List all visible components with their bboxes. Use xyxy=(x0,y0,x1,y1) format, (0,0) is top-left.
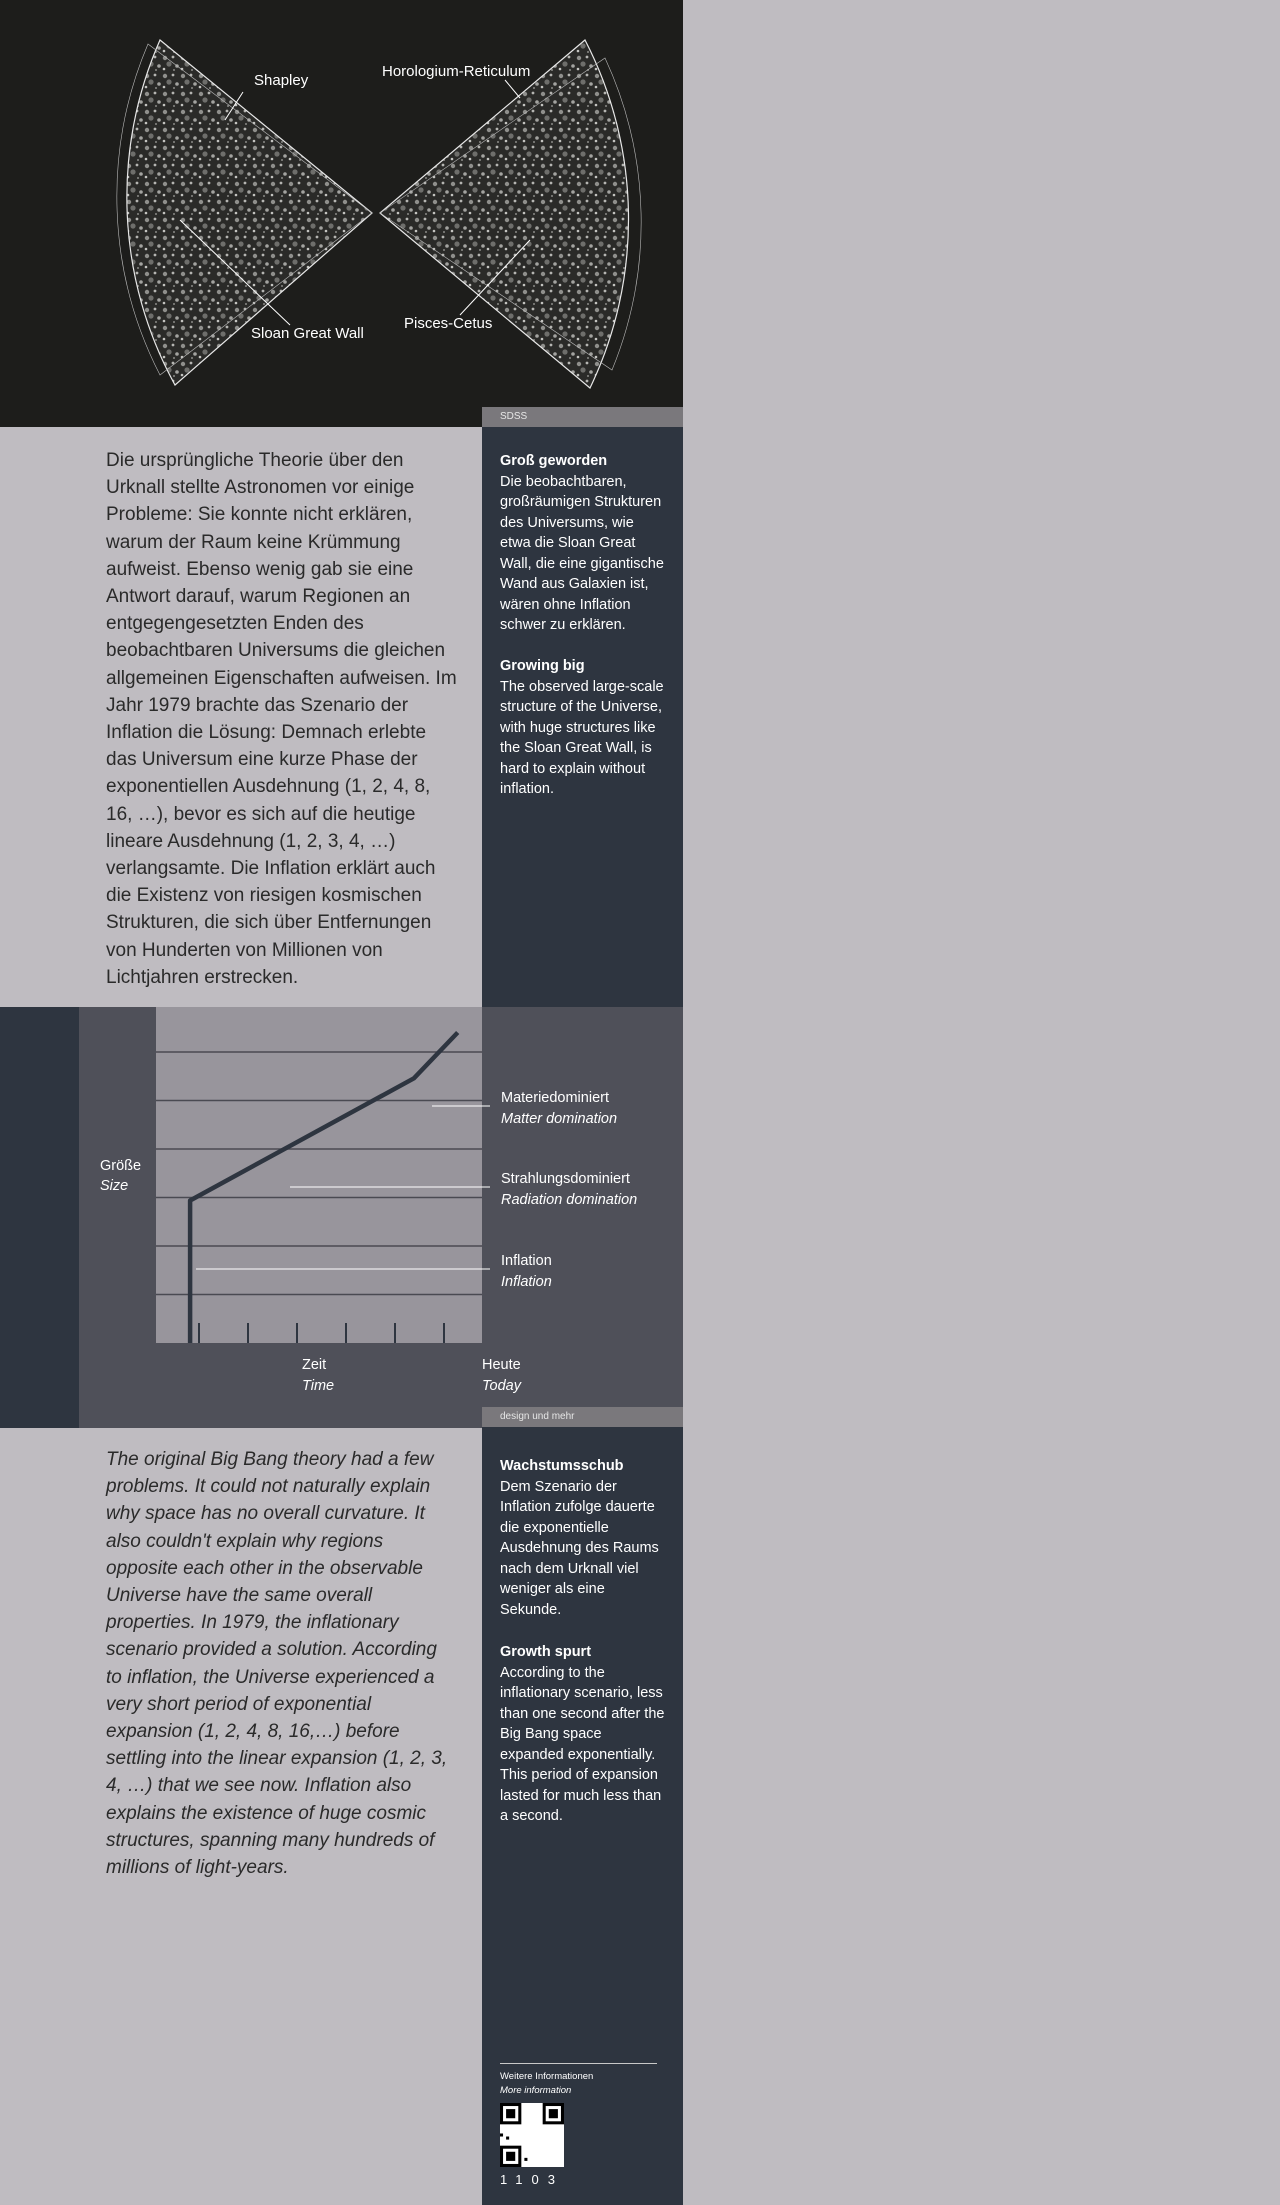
annotation-inflation-de: Inflation xyxy=(501,1253,552,1269)
sidebar-2-german xyxy=(500,1456,665,1620)
sidebar-1-german xyxy=(500,451,665,636)
image-credit: SDSS xyxy=(482,407,683,427)
body-text-german: Die ursprüngliche Theorie über den Urknall stellte Astronomen vor einige Probleme: Sie konnte nicht erklären, warum der Raum keine Krümmung aufweist. Ebenso wenig gab sie eine Antwort darauf, warum Regionen an entgegengesetzten Enden des beobachtbaren Universums die gleichen allgemeinen Eigenschaften aufweisen. Im Jahr 1979 brachte das Szenario der Inflation die Lösung: Demnach erlebte das Universum eine kurze Phase der exponentiellen Ausdehnung (1, 2, 4, 8, 16, …), bevor es sich auf die heutige lineare Ausdehnung (1, 2, 3, 4, …) verlangsamte. Die Inflation erklärt auch die Existenz von riesigen kosmischen Strukturen, die sich über Entfernungen von Hunderten von Millionen von Lichtjahren erstrecken. xyxy=(106,450,457,988)
label-shapley: Shapley xyxy=(254,72,309,89)
y-axis-label-en: Size xyxy=(100,1178,129,1194)
galaxy-survey-image xyxy=(0,0,683,427)
body-text-english: The original Big Bang theory had a few problems. It could not naturally explain why space has no overall curvature. It also couldn't explain why regions opposite each other in the observable Universe have the same overall properties. In 1979, the inflationary scenario provided a solution. According to inflation, the Universe experienced a very short period of exponential expansion (1, 2, 4, 8, 16,…) before settling into the linear expansion (1, 2, 3, 4, …) that we see now. Inflation also explains the existence of huge cosmic structures, spanning many hundreds of millions of light-years. xyxy=(106,1449,448,1879)
x-axis-label-en: Time xyxy=(302,1378,335,1394)
annotation-radiation-en: Radiation domination xyxy=(501,1192,638,1208)
annotation-matter-en: Matter domination xyxy=(501,1111,618,1127)
label-sloan-great-wall: Sloan Great Wall xyxy=(251,325,364,342)
sidebar-2-en-text: According to the inflationary scenario, less than one second after the Big Bang space expanded exponentially. This period of expansion lasted for much less than a second. xyxy=(500,1664,665,1824)
sidebar-2-english xyxy=(500,1642,665,1827)
sidebar-2-de-title: Wachstumsschub xyxy=(500,1458,624,1474)
today-label-de: Heute xyxy=(482,1357,521,1373)
label-horologium-reticulum: Horologium-Reticulum xyxy=(382,63,531,80)
x-axis-label-de: Zeit xyxy=(302,1357,327,1373)
sidebar-1-de-text: Die beobachtbaren, großräumigen Strukturen des Universums, wie etwa die Sloan Great Wall, die eine gigantische Wand aus Galaxien ist, wären ohne Inflation schwer zu erklären. xyxy=(500,473,664,633)
annotation-matter-de: Materiedominiert xyxy=(501,1090,609,1106)
more-info-label-en: More information xyxy=(500,2085,572,2096)
sidebar-1-english xyxy=(500,656,665,800)
annotation-inflation-en: Inflation xyxy=(501,1274,552,1290)
today-label-en: Today xyxy=(482,1378,521,1394)
sidebar-2-en-title: Growth spurt xyxy=(500,1644,592,1660)
y-axis-label-de: Größe xyxy=(100,1158,142,1174)
sidebar-1-en-text: The observed large-scale structure of the Universe, with huge structures like the Sloan Great Wall, is hard to explain without inflation. xyxy=(500,678,664,797)
more-info-divider xyxy=(500,2063,657,2064)
sidebar-1-de-title: Groß geworden xyxy=(500,453,608,469)
sidebar-2-de-text: Dem Szenario der Inflation zufolge dauerte die exponentielle Ausdehnung des Raums nach dem Urknall viel weniger als eine Sekunde. xyxy=(500,1478,659,1618)
sidebar-panel-1 xyxy=(482,427,683,1007)
chart-credit: design und mehr xyxy=(482,1407,683,1427)
sidebar-1-en-title: Growing big xyxy=(500,658,585,674)
exhibit-number: 1103 xyxy=(500,2172,564,2187)
expansion-chart xyxy=(0,1007,683,1428)
qr-code[interactable] xyxy=(500,2103,564,2167)
label-pisces-cetus: Pisces-Cetus xyxy=(404,315,493,332)
annotation-radiation-de: Strahlungsdominiert xyxy=(501,1171,630,1187)
more-info-label-de: Weitere Informationen xyxy=(500,2071,594,2082)
